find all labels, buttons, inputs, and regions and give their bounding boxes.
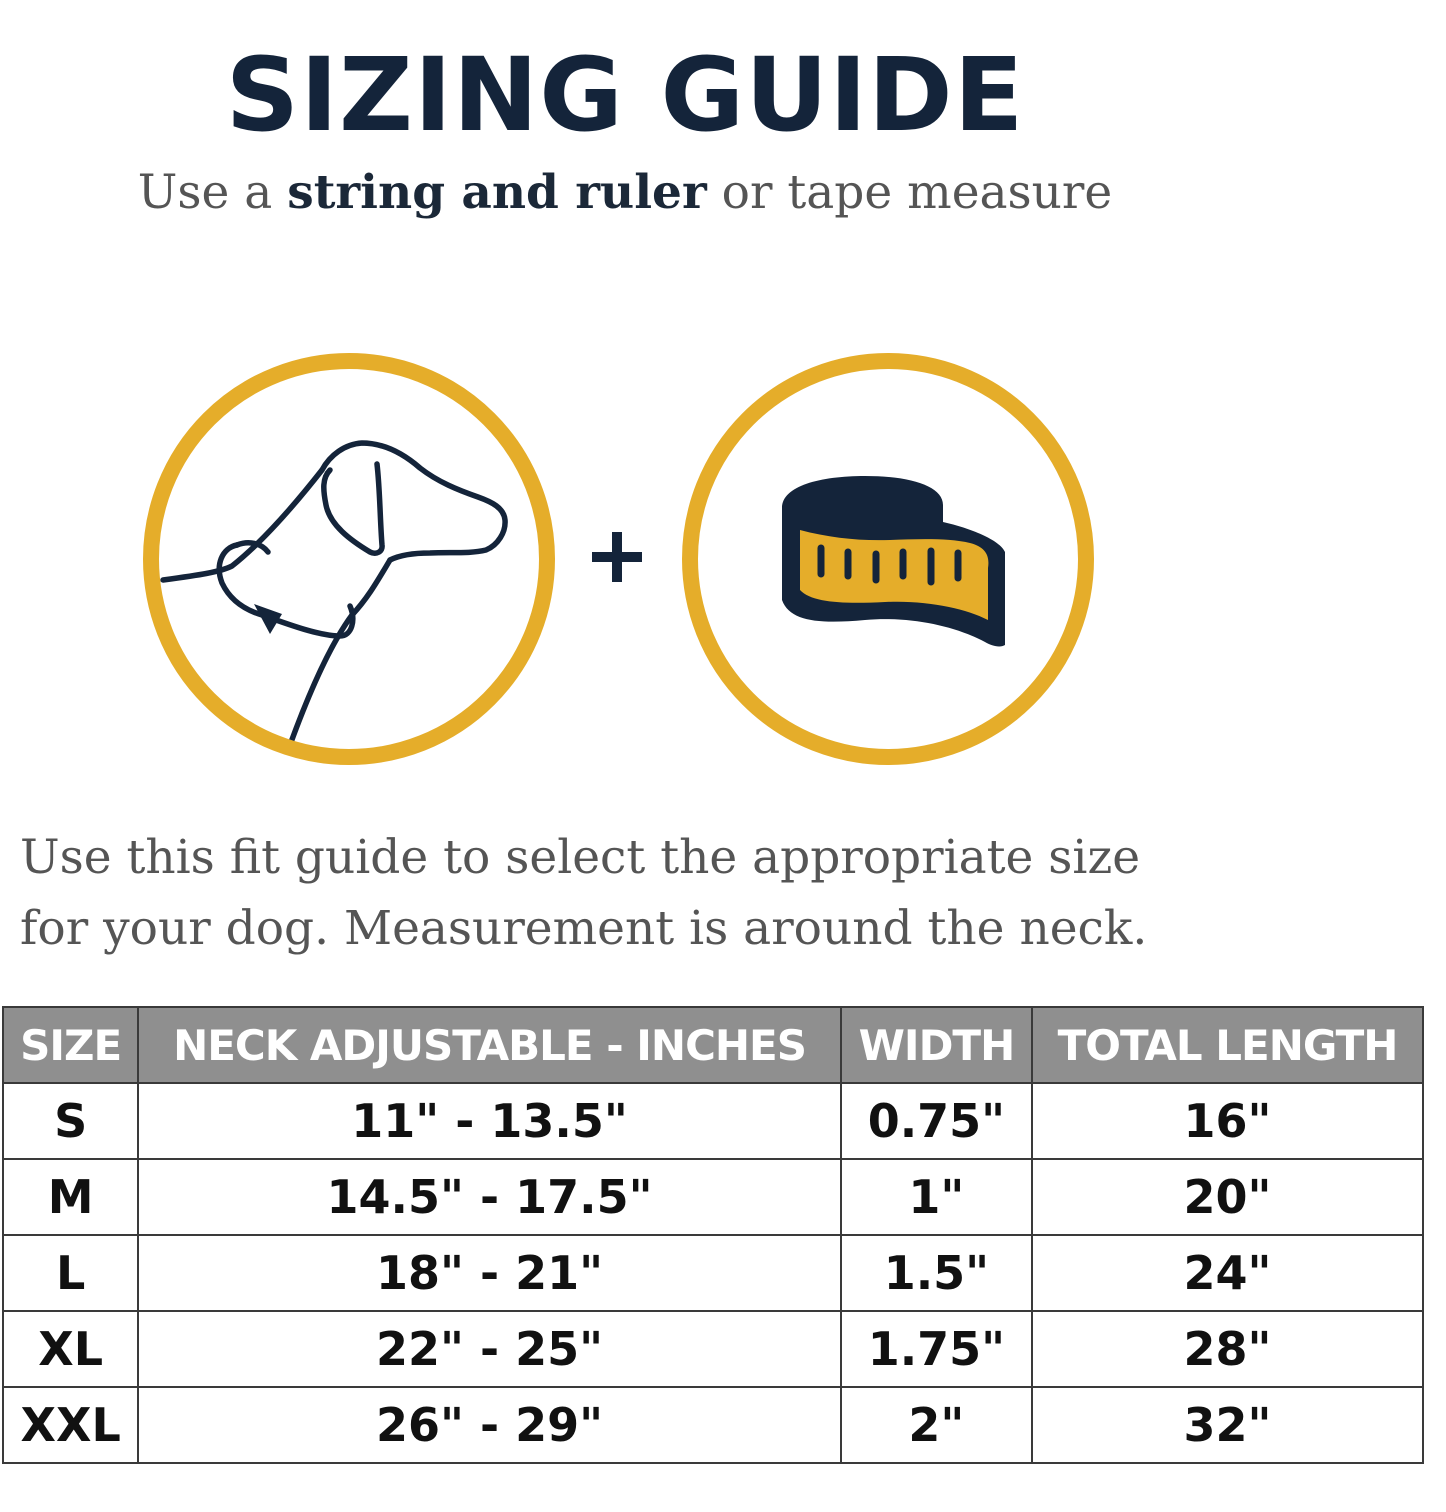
cell-neck: 14.5" - 17.5" bbox=[138, 1159, 841, 1235]
header-width: WIDTH bbox=[841, 1007, 1032, 1083]
cell-width: 1.5" bbox=[841, 1235, 1032, 1311]
cell-size: L bbox=[3, 1235, 138, 1311]
measuring-illustration bbox=[0, 330, 1446, 790]
cell-length: 16" bbox=[1032, 1083, 1423, 1159]
fit-guide-description bbox=[20, 822, 1320, 964]
size-table bbox=[2, 1006, 1424, 1464]
subtitle bbox=[0, 165, 1250, 221]
table-row bbox=[3, 1159, 1423, 1235]
dog-neck-measure-icon bbox=[151, 361, 547, 757]
cell-neck: 22" - 25" bbox=[138, 1311, 841, 1387]
cell-size: XXL bbox=[3, 1387, 138, 1463]
description-line-1: Use this fit guide to select the appropriate size bbox=[20, 830, 1141, 885]
cell-neck: 18" - 21" bbox=[138, 1235, 841, 1311]
header-size: SIZE bbox=[3, 1007, 138, 1083]
cell-length: 24" bbox=[1032, 1235, 1423, 1311]
cell-neck: 26" - 29" bbox=[138, 1387, 841, 1463]
cell-width: 2" bbox=[841, 1387, 1032, 1463]
subtitle-bold: string and ruler bbox=[287, 165, 707, 220]
cell-neck: 11" - 13.5" bbox=[138, 1083, 841, 1159]
cell-size: M bbox=[3, 1159, 138, 1235]
table-row bbox=[3, 1083, 1423, 1159]
cell-width: 0.75" bbox=[841, 1083, 1032, 1159]
cell-length: 20" bbox=[1032, 1159, 1423, 1235]
subtitle-suffix: or tape measure bbox=[706, 165, 1113, 220]
cell-width: 1" bbox=[841, 1159, 1032, 1235]
table-row bbox=[3, 1235, 1423, 1311]
page-title: SIZING GUIDE bbox=[225, 36, 1025, 155]
cell-width: 1.75" bbox=[841, 1311, 1032, 1387]
header-neck: NECK ADJUSTABLE - INCHES bbox=[138, 1007, 841, 1083]
table-header-row bbox=[3, 1007, 1423, 1083]
cell-length: 28" bbox=[1032, 1311, 1423, 1387]
header-total-length: TOTAL LENGTH bbox=[1032, 1007, 1423, 1083]
description-line-2: for your dog. Measurement is around the neck. bbox=[20, 901, 1148, 956]
table-row bbox=[3, 1387, 1423, 1463]
cell-size: XL bbox=[3, 1311, 138, 1387]
tape-measure-icon bbox=[690, 361, 1086, 757]
plus-icon bbox=[592, 532, 642, 582]
subtitle-prefix: Use a bbox=[137, 165, 288, 220]
cell-size: S bbox=[3, 1083, 138, 1159]
table-row bbox=[3, 1311, 1423, 1387]
cell-length: 32" bbox=[1032, 1387, 1423, 1463]
